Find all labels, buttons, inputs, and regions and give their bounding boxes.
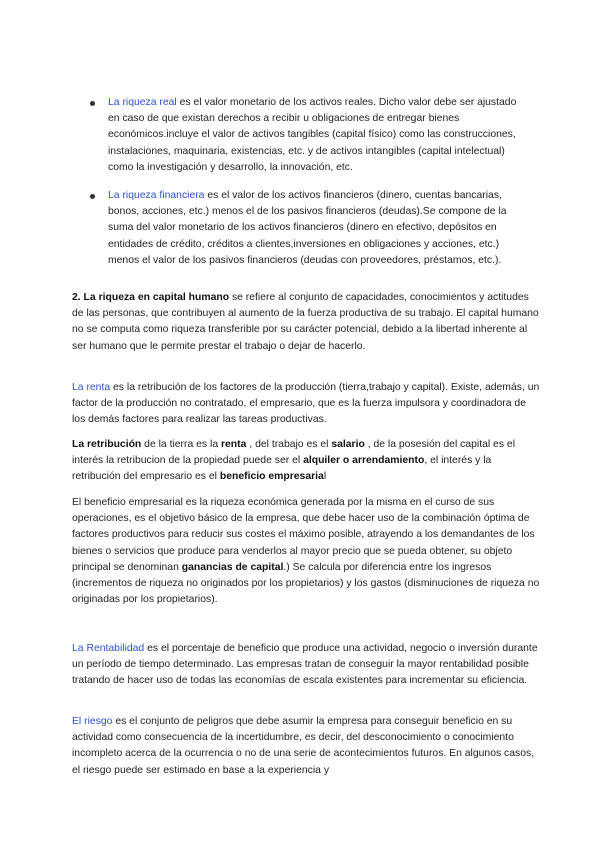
bullet-text: es el valor de los activos financieros (dinero, cuentas bancarias, bonos, acciones, etc.) menos el de los pasivos financieros (deudas).Se compone de la suma del valor monetario de los activos financieros (dinero en efectivo, depósitos en entidades de crédito, créditos a clientes,inversiones en obligaciones y acciones, etc.) menos el valor de los pasivos financieros (deudas con proveedores, préstamos, etc.). — [108, 190, 507, 266]
term-renta: renta — [220, 439, 247, 450]
term-beneficio-empresarial: beneficio empresaria — [219, 471, 324, 483]
term-salario: salario — [331, 439, 365, 450]
bullet-riqueza-real — [90, 95, 530, 176]
bullet-dot-icon — [90, 101, 95, 106]
bullet-text: es el valor monetario de los activos reales. Dicho valor debe ser ajustado en caso de que existan derechos a recibir u obligaciones de entregar bienes económicos.incluye el valor de activos tangibles (capital físico) como las construcciones, instalaciones, maquinaria, existencias, etc. y de activos intangibles (capital intelectual) como la investigación y desarrollo, la innovación, etc. — [108, 97, 517, 173]
paragraph-text: es el conjunto de peligros que debe asumir la empresa para conseguir beneficio en su actividad como consecuencia de la incertidumbre, es decir, del desconocimiento o conocimiento incompleto acerca de la ocurrencia o no de una serie de acontecimientos futuros. En algunos casos, el riesgo puede ser estimado en base a la experiencia y — [72, 716, 535, 776]
paragraph-text: es la retribución de los factores de la producción (tierra,trabajo y capital). Existe, además, un factor de la producción no contratado, el empresario, que es la fuerza impulsora y coordinadora de los demás factores para realizar las tareas productivas. — [72, 382, 540, 426]
paragraph-beneficio — [72, 495, 540, 608]
term-ganancias-capital: ganancias de capital — [181, 561, 284, 573]
link-riqueza-financiera[interactable]: La riqueza financiera — [108, 190, 205, 202]
paragraph-retribucion — [72, 437, 540, 486]
paragraph-text: , de la posesión del capital es el interés la retribucion de la propiedad puede ser el — [72, 439, 516, 467]
paragraph-text: de la tierra es la — [141, 439, 221, 450]
heading-capital-humano: 2. La riqueza en capital humano — [72, 292, 230, 303]
paragraph-text: se refiere al conjunto de capacidades, conocimientos y actitudes de las personas, que contribuyen al aumento de la fuerza productiva de su trabajo. El capital humano no se computa como riqueza transferible por su carácter potencial, debido a la libertad inherente al ser humano que le permite prestar el trabajo o dejar de hacerlo. — [72, 292, 539, 352]
link-riqueza-real[interactable]: La riqueza real — [108, 97, 177, 108]
bullet-riqueza-financiera — [90, 188, 530, 269]
paragraph-text: l — [323, 471, 327, 483]
paragraph-renta — [72, 380, 540, 429]
paragraph-riesgo — [72, 714, 540, 779]
paragraph-text: El beneficio empresarial es la riqueza económica generada por la misma en el curso de sus operaciones, es el objetivo básico de la empresa, que debe hacer uso de la combinación óptima de factores productivos para reducir sus costes el máximo posible, atrayendo a los demandantes de los bienes o servicios que produce para venderlos al mayor precio que se pueda obtener, su objeto principal se denominan — [72, 497, 535, 573]
link-renta[interactable]: La renta — [72, 382, 111, 393]
paragraph-text: , el interés y la retribución del empresario es el — [72, 455, 492, 483]
paragraph-text: es el porcentaje de beneficio que produce una actividad, negocio o inversión durante un período de tiempo determinado. Las empresas tratan de conseguir la mayor rentabilidad posible tratando de hacer uso de todas las economías de escala existentes para incrementar su eficiencia. — [72, 643, 538, 687]
term-retribucion: La retribución — [72, 439, 142, 450]
paragraph-capital-humano — [72, 290, 540, 355]
term-alquiler: alquiler o arrendamiento — [303, 455, 425, 467]
paragraph-rentabilidad — [72, 641, 540, 690]
riqueza-bullet-list — [90, 95, 530, 281]
paragraph-text: .) Se calcula por diferencia entre los ingresos (incrementos de riqueza no originados por los propietarios) y los gastos (disminuciones de riqueza no originadas por los propietarios). — [72, 561, 540, 606]
paragraph-text: , del trabajo es el — [246, 439, 332, 450]
link-rentabilidad[interactable]: La Rentabilidad — [72, 643, 145, 654]
link-riesgo[interactable]: El riesgo — [72, 716, 113, 727]
bullet-dot-icon — [90, 194, 95, 199]
